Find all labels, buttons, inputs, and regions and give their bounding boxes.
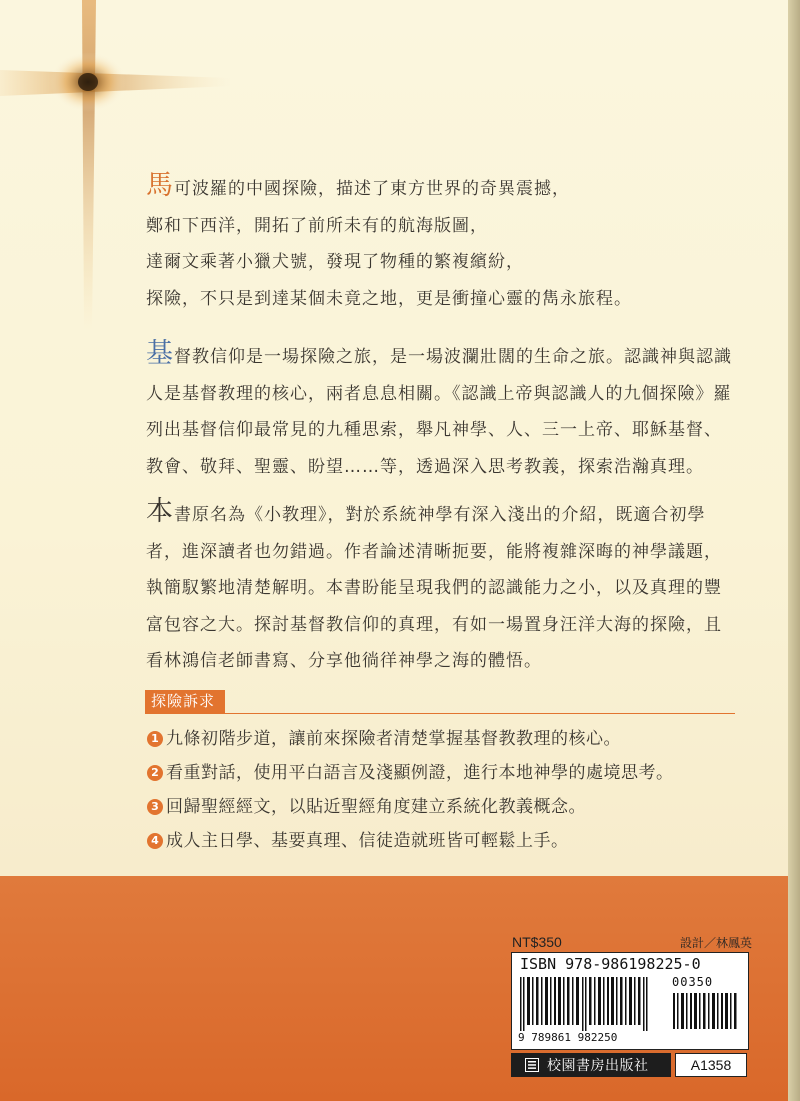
number-badge: 1 [147, 731, 163, 747]
features-divider [145, 713, 735, 714]
features-list [147, 722, 674, 858]
publisher-name: 校園書房出版社 [547, 1058, 649, 1074]
intro-paragraph [146, 168, 632, 317]
text-line: 探險，不只是到達某個未竟之地，更是衝撞心靈的雋永旅程。 [146, 288, 632, 309]
text-line [146, 168, 632, 208]
text-line: 列出基督信仰最常見的九種思索，舉凡神學、人、三一上帝、耶穌基督、 [146, 420, 722, 440]
spine-edge [788, 0, 800, 1101]
line-text: 書原名為《小教理》，對於系統神學有深入淺出的介紹，既適合初學 [174, 505, 706, 525]
item-text: 看重對話，使用平白語言及淺顯例證，進行本地神學的處境思考。 [166, 763, 674, 783]
item-text: 回歸聖經經文，以貼近聖經角度建立系統化教義概念。 [166, 797, 586, 817]
price-code: 00350 [672, 975, 714, 989]
list-item [147, 790, 674, 824]
text-line: 教會、敬拜、聖靈、盼望……等，透過深入思考教義，探索浩瀚真理。 [146, 456, 704, 477]
ean-digits: 9 789861 982250 [518, 1031, 618, 1044]
number-badge: 2 [147, 765, 163, 781]
text-line: 人是基督教理的核心，兩者息息相關。《認識上帝與認識人的九個探險》羅 [146, 383, 732, 404]
faith-paragraph [146, 336, 732, 485]
text-line: 鄭和下西洋，開拓了前所未有的航海版圖， [146, 215, 488, 236]
isbn-text: ISBN 978-986198225-0 [520, 955, 701, 973]
dropcap: 本 [146, 496, 173, 527]
dropcap: 基 [146, 338, 173, 369]
book-code: A1358 [675, 1053, 747, 1077]
text-line [146, 494, 722, 534]
barcode-icon [518, 977, 658, 1031]
designer-credit: 設計／林鳳英 [680, 936, 753, 950]
text-line: 富包容之大。探討基督教信仰的真理，有如一場置身汪洋大海的探險，且 [146, 614, 722, 635]
list-item [147, 722, 674, 756]
publisher-bar [511, 1053, 671, 1077]
features-title: 探險訴求 [145, 690, 225, 713]
publisher-logo-icon [525, 1058, 539, 1072]
line-text: 可波羅的中國探險，描述了東方世界的奇異震撼， [174, 179, 570, 199]
barcode-panel [511, 952, 749, 1050]
text-line: 執簡馭繁地清楚解明。本書盼能呈現我們的認識能力之小，以及真理的豐 [146, 578, 722, 598]
addon-barcode-icon [672, 993, 740, 1029]
text-line: 看林鴻信老師書寫、分享他徜徉神學之海的體悟。 [146, 651, 542, 671]
dropcap: 馬 [146, 170, 173, 201]
line-text: 督教信仰是一場探險之旅，是一場波瀾壯闊的生命之旅。認識神與認識 [174, 347, 732, 367]
number-badge: 3 [147, 799, 163, 815]
text-line: 者，進深讀者也勿錯過。作者論述清晰扼要，能將複雜深晦的神學議題， [146, 541, 722, 562]
list-item [147, 756, 674, 790]
number-badge: 4 [147, 833, 163, 849]
list-item [147, 824, 674, 858]
book-paragraph [146, 494, 722, 680]
item-text: 成人主日學、基要真理、信徒造就班皆可輕鬆上手。 [166, 831, 569, 851]
price-label: NT$350 [512, 934, 562, 950]
text-line [146, 336, 732, 376]
text-line: 達爾文乘著小獵犬號，發現了物種的繁複繽紛， [146, 252, 524, 272]
item-text: 九條初階步道，讓前來探險者清楚掌握基督教教理的核心。 [166, 729, 621, 749]
